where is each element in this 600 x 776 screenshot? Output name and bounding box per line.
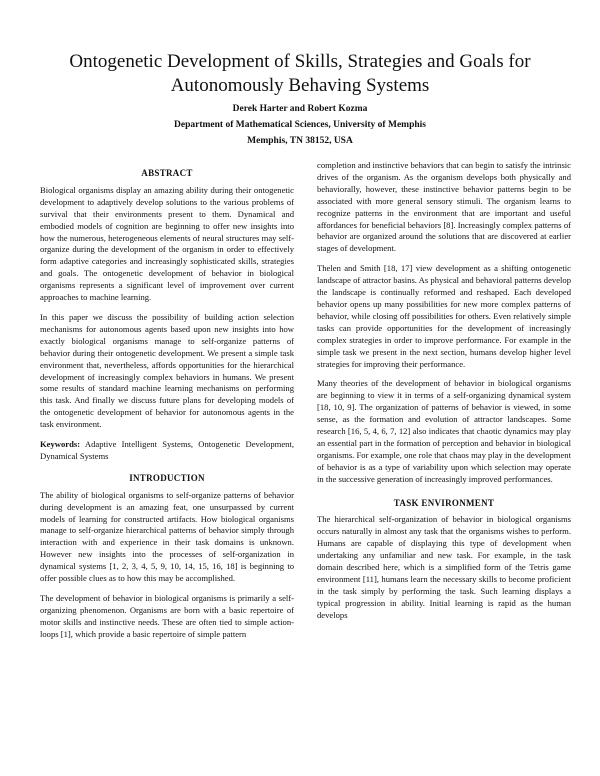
affiliation: Department of Mathematical Sciences, University of Memphis (174, 120, 426, 130)
introduction-heading: INTRODUCTION (129, 472, 205, 483)
right-column (317, 160, 571, 630)
authors: Derek Harter and Robert Kozma (232, 104, 368, 114)
right-paragraph-3: Many theories of the development of behavior in biological organisms are beginning to view it in terms of a self-organizing dynamical system [18, 10, 9]. The organization of patterns of behavior is viewed, in some sense, as the formation and evolution of attractor landscapes. Some research [16, 5, 4, 6, 7, 12] also indicates that chaotic dynamics may play an essential part in the formation of perception and behavior in biological organisms. For example, one role that chaos may play in the development of behavior is as a type of variability upon which selection may operate in the successive generation of increasingly improved performances. (317, 378, 571, 484)
paper-title (30, 50, 570, 98)
keywords-text: Adaptive Intelligent Systems, Ontogenetic Development, Dynamical Systems (40, 439, 294, 461)
author-block (30, 101, 570, 149)
intro-paragraph-2: The development of behavior in biological organisms is primarily a self-organizing phenomenon. Organisms are born with a basic repertoire of motor skills and instinctive needs. These are often tied to simple action-loops [1], which provide a basic repertoire of simple pattern (40, 593, 294, 639)
abstract-heading: ABSTRACT (141, 168, 193, 178)
right-paragraph-1: completion and instinctive behaviors that can begin to satisfy the intrinsic drives of the organism. As the organism develops both physically and behaviorally, however, these instinctive behavior patterns begin to be associated with more general sensory stimuli. The organism learns to recognize patterns in the environment that are important and useful affordances for beneficial behaviors [8]. Increasingly complex patterns of behavior are organized around the solutions that are discovered at earlier stages of development. (317, 160, 571, 254)
intro-paragraph-1: The ability of biological organisms to self-organize patterns of behavior during development is an amazing feat, one unsurpassed by current models of learning for constructed artifacts. How biological organisms manage to self-organize hierarchical patterns of behavior simply through interaction with and experience in their task domains is unknown. However new insights into the processes of self-organization in dynamical systems [1, 2, 3, 4, 5, 9, 10, 14, 15, 16, 18] is beginning to offer possible clues as to how this may be accomplished. (40, 489, 294, 584)
abstract-paragraph-1: Biological organisms display an amazing ability during their ontogenetic development to adaptively develop solutions to the various problems of survival that their environments present to them. Dynamical and embodied models of cognition are beginning to offer new insights into how the numerous, heterogeneous elements of neural structures may self-organize during the development of the organism in order to effectively form adaptive categories and increasingly sophisticated skills, strategies and goals. The ontogenetic development of behavior in biological organisms represents a significant level of improvement over current approaches to machine learning. (40, 184, 294, 303)
task-environment-heading: TASK ENVIRONMENT (393, 497, 495, 508)
abstract-paragraph-2: In this paper we discuss the possibility of building action selection mechanisms for autonomous agents based upon new insights into how exactly biological organisms manage to self-organize patterns of behavior during their ontogenetic development. We present a simple task environment that, nevertheless, affords opportunities for the hierarchical development of increasingly complex behaviors in humans. We present some results of standard machine learning mechanisms on performing this task. And finally we discuss future plans for developing models of the ontogenetic development of behavior for autonomous agents in the task environment. (40, 311, 294, 430)
location: Memphis, TN 38152, USA (247, 136, 353, 146)
task-paragraph-1: The hierarchical self-organization of behavior in biological organisms occurs naturally in almost any task that the organisms wishes to perform. Humans are capable of displaying this type of development when undertaking any unfamiliar and new task. For example, in the task domain described here, which is a simplified form of the Tetris game environment [11], humans learn the necessary skills to become proficient in the task simply by performing the task. Such learning displays a typical progression in ability. Initial learning is rapid as the human develops (317, 514, 571, 620)
title-line-1: Ontogenetic Development of Skills, Strategies and Goals for (69, 51, 531, 72)
keywords-label: Keywords: (40, 439, 81, 450)
right-paragraph-2: Thelen and Smith [18, 17] view development as a shifting ontogenetic landscape of attractor basins. As physical and behavioral patterns develop the landscape is continually reformed and reshaped. Each developed behavior opens up many possibilities for new more complex patterns of behavior, while closing off possibilities for others. Even relatively simple tasks can provide opportunities for the development of increasingly complex strategies in order to improve performance. For example in the simple task we present in the next section, humans develop higher level strategies for improving their performance. (317, 263, 571, 369)
title-line-2: Autonomously Behaving Systems (170, 75, 430, 96)
keywords (40, 439, 294, 463)
left-column (40, 168, 294, 649)
